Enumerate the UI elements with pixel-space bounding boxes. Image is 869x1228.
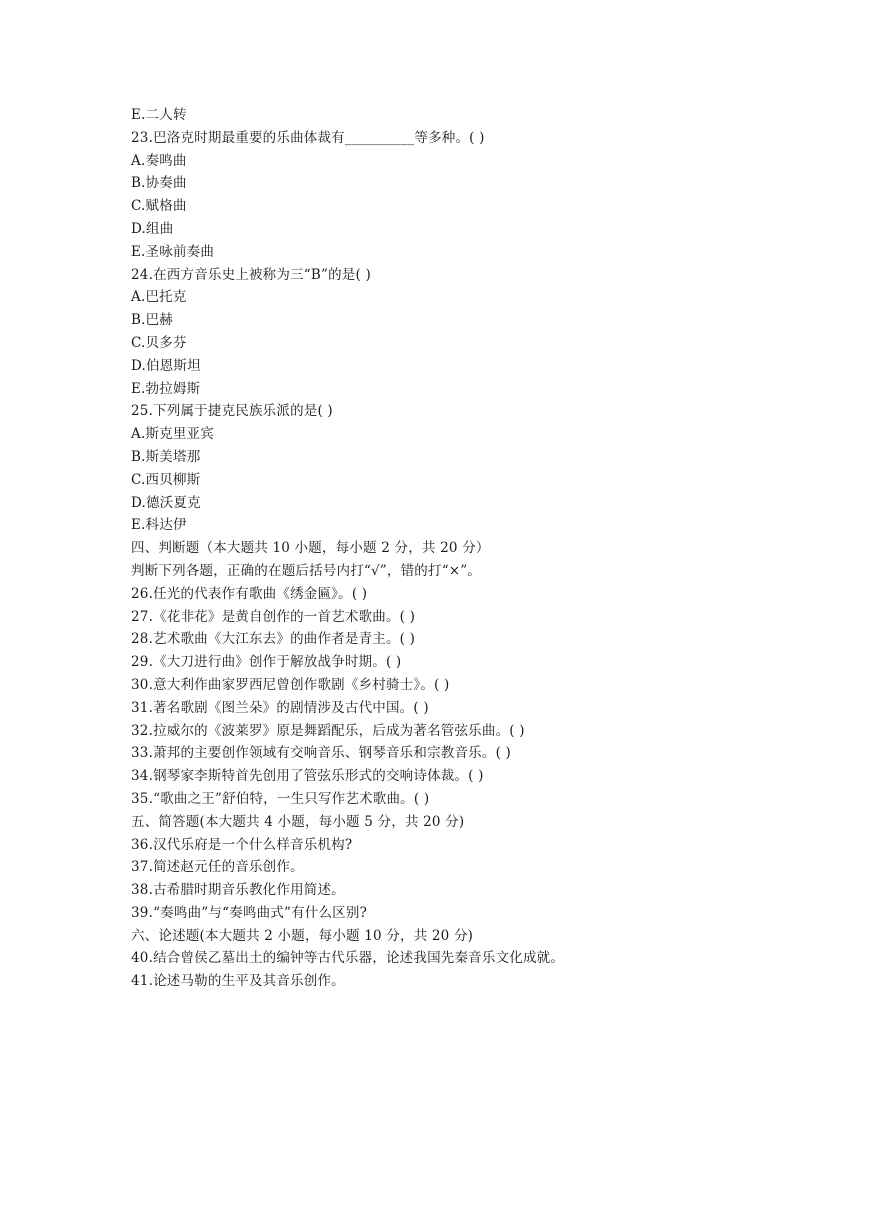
option-e-line: E.圣咏前奏曲: [131, 243, 215, 260]
option-d-line: D.德沃夏克: [131, 494, 201, 511]
option-e-line: E.二人转: [131, 107, 187, 123]
question-36: 36.汉代乐府是一个什么样音乐机构?: [131, 836, 353, 853]
question-34: 34.钢琴家李斯特首先创用了管弦乐形式的交响诗体裁。( ): [131, 768, 484, 785]
option-b-line: B.巴赫: [131, 312, 174, 329]
option-a-line: A.巴托克: [131, 289, 187, 306]
option-c-line: C.赋格曲: [131, 198, 187, 215]
exam-text-body: [131, 104, 831, 993]
option-e-line: E.科达伊: [131, 517, 187, 534]
option-d-line: D.伯恩斯坦: [131, 357, 201, 374]
option-c-line: C.贝多芬: [131, 334, 187, 351]
question-29: 29.《大刀进行曲》创作于解放战争时期。( ): [131, 654, 402, 671]
option-a-line: A.奏鸣曲: [131, 152, 187, 169]
question-26: 26.任光的代表作有歌曲《绣金匾》。( ): [131, 585, 368, 602]
question-40: 40.结合曾侯乙墓出土的编钟等古代乐器，论述我国先秦音乐文化成就。: [131, 950, 565, 967]
question-23: 23.巴洛克时期最重要的乐曲体裁有__________等多种。( ): [131, 129, 485, 146]
question-25: 25.下列属于捷克民族乐派的是( ): [131, 403, 333, 420]
question-32: 32.拉威尔的《波莱罗》原是舞蹈配乐，后成为著名管弦乐曲。( ): [131, 722, 525, 739]
option-b-line: B.斯美塔那: [131, 448, 201, 465]
question-27: 27.《花非花》是黄自创作的一首艺术歌曲。( ): [131, 608, 416, 625]
option-c-line: C.西贝柳斯: [131, 471, 201, 488]
option-a-line: A.斯克里亚宾: [131, 426, 214, 443]
question-33: 33.萧邦的主要创作领域有交响音乐、钢琴音乐和宗教音乐。( ): [131, 745, 511, 762]
question-28: 28.艺术歌曲《大江东去》的曲作者是青主。( ): [131, 631, 416, 648]
section-heading-short-answer: 五、简答题(本大题共 4 小题，每小题 5 分，共 20 分): [131, 813, 465, 830]
question-30: 30.意大利作曲家罗西尼曾创作歌剧《乡村骑士》。( ): [131, 676, 450, 693]
question-39: 39.“奏鸣曲”与“奏鸣曲式”有什么区别?: [131, 904, 368, 921]
question-41: 41.论述马勒的生平及其音乐创作。: [131, 973, 345, 990]
question-24: 24.在西方音乐史上被称为三“B”的是( ): [131, 266, 371, 283]
question-37: 37.简述赵元任的音乐创作。: [131, 859, 304, 876]
option-b-line: B.协奏曲: [131, 175, 187, 192]
question-31: 31.著名歌剧《图兰朵》的剧情涉及古代中国。( ): [131, 699, 429, 716]
section-heading-judgment: 四、判断题（本大题共 10 小题，每小题 2 分，共 20 分）: [131, 540, 490, 557]
question-38: 38.古希腊时期音乐教化作用简述。: [131, 882, 345, 899]
option-e-line: E.勃拉姆斯: [131, 380, 201, 397]
section-heading-essay: 六、论述题(本大题共 2 小题，每小题 10 分，共 20 分): [131, 927, 474, 944]
section-instructions: 判断下列各题，正确的在题后括号内打“√”，错的打“×”。: [131, 562, 482, 579]
option-d-line: D.组曲: [131, 220, 174, 237]
question-35: 35.“歌曲之王”舒伯特，一生只写作艺术歌曲。( ): [131, 790, 430, 807]
